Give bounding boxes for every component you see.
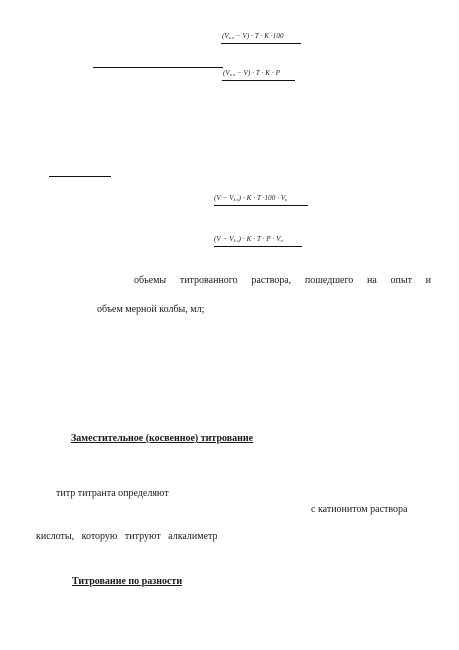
formula-2-sub: к.о [229, 72, 235, 77]
paragraph-acid-line: кислоты, которую титруют алкалиметр [36, 531, 218, 542]
formula-3-tail-sub: к [285, 197, 288, 202]
formula-3-lead: (V − V [214, 194, 234, 202]
formula-1-fraction-bar [221, 43, 301, 44]
paragraph-flask-line: объем мерной колбы, мл; [97, 304, 205, 315]
heading-difference-titration: Титрование по разности [72, 576, 183, 587]
paragraph-titrant-line: титр титранта определяют [56, 488, 169, 499]
formula-3-sub: k.o [233, 197, 239, 202]
formula-2-fraction-bar [222, 80, 295, 81]
formula-2-rest: − V) · T · K · P [234, 69, 280, 77]
formula-3 [214, 194, 287, 202]
paragraph-volumes-line: обьемы титрованного раствора, пошедшего на опыт и [134, 275, 431, 286]
paragraph-cation-line: с катионитом раствора [311, 504, 408, 515]
formula-1-v: (V [222, 32, 229, 40]
formula-4-rest: ) · K · T · P · V [238, 235, 281, 243]
formula-2-v: (V [223, 69, 230, 77]
formula-1-sub: к.о [228, 35, 234, 40]
formula-3-rest: ) · K · T ·100 · V [238, 194, 286, 202]
formula-1 [222, 32, 284, 40]
formula-3-fraction-bar [214, 205, 308, 206]
formula-4 [214, 235, 283, 243]
formula-4-sub: k.o [233, 238, 239, 243]
formula-4-fraction-bar [214, 246, 302, 247]
formula-4-tail-sub: п [280, 238, 283, 243]
heading-substitution-titration: Заместительное (косвенное) титрование [71, 433, 254, 444]
formula-4-lead: (V − V [214, 235, 234, 243]
formula-2 [223, 69, 280, 77]
horizontal-rule-1 [93, 67, 223, 68]
formula-1-rest: − V) · T · K ·100 [233, 32, 284, 40]
horizontal-rule-2 [49, 176, 111, 177]
